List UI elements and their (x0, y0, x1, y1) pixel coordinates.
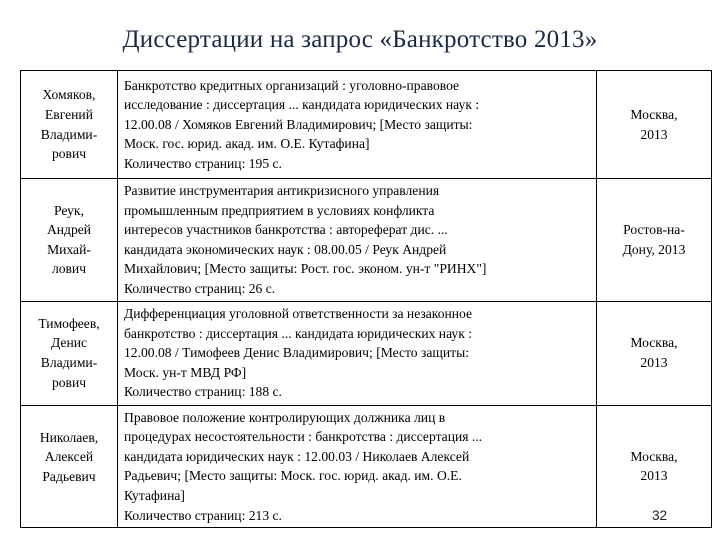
description-line: промышленным предприятием в условиях конфликта (124, 202, 435, 218)
description-line: исследование : диссертация ... кандидата юридических наук : (124, 97, 480, 113)
author-line: рович (51, 374, 87, 390)
author-line: Реук, (54, 202, 84, 218)
place-line: Москва, (630, 106, 678, 122)
author-line: Евгений (45, 106, 93, 122)
place-cell (597, 179, 712, 302)
author-cell (21, 301, 118, 405)
description-line: Радьевич; [Место защиты: Моск. гос. юрид. акад. им. О.Е. (124, 468, 462, 484)
table-row (21, 301, 712, 405)
author-line: лович (51, 261, 87, 277)
author-line: Владими- (40, 355, 98, 371)
table-row (21, 405, 712, 528)
description-line: интересов участников банкротства : автореферат дис. ... (124, 222, 448, 238)
description-line: кандидата юридических наук : 12.00.03 / Николаев Алексей (124, 448, 470, 464)
page-title: Диссертации на запрос «Банкротство 2013» (122, 26, 598, 53)
author-cell (21, 405, 118, 528)
description-line: 12.00.08 / Тимофеев Денис Владимирович; [Место защиты: (124, 345, 469, 361)
description-line: Количество страниц: 26 с. (124, 280, 276, 296)
table-row (21, 179, 712, 302)
description-line: Правовое положение контролирующих должника лиц в (124, 409, 446, 425)
place-line: Москва, (630, 335, 678, 351)
description-line: процедурах несостоятельности : банкротства : диссертация ... (124, 429, 483, 445)
place-line: Ростов-на- (623, 222, 685, 238)
description-line: банкротство : диссертация ... кандидата юридических наук : (124, 325, 472, 341)
description-cell (118, 301, 597, 405)
description-line: Моск. гос. юрид. акад. им. О.Е. Кутафина] (124, 136, 370, 152)
author-line: Тимофеев, (38, 315, 100, 331)
description-line: Развитие инструментария антикризисного управления (124, 183, 440, 198)
author-line: Денис (50, 335, 88, 351)
description-line: Дифференциация уголовной ответственности за незаконное (124, 306, 473, 322)
description-line: Михайлович; [Место защиты: Рост. гос. эконом. ун-т "РИНХ"] (124, 261, 487, 277)
page-number: 32 (652, 508, 668, 523)
place-line: Москва, (630, 448, 678, 464)
author-line: рович (51, 146, 87, 162)
description-line: Количество страниц: 195 с. (124, 155, 282, 171)
description-line: Банкротство кредитных организаций : уголовно-правовое (124, 77, 460, 93)
author-line: Хомяков, (42, 87, 96, 103)
place-line: 2013 (640, 468, 668, 484)
author-line: Андрей (46, 222, 92, 238)
place-cell (597, 301, 712, 405)
place-line: Дону, 2013 (622, 241, 686, 257)
author-cell (21, 71, 118, 179)
author-line: Владими- (40, 126, 98, 142)
author-line: Радьевич (42, 468, 96, 484)
description-line: Кутафина] (124, 487, 185, 503)
description-cell (118, 71, 597, 179)
author-line: Алексей (44, 449, 94, 465)
description-cell (118, 179, 597, 302)
description-cell (118, 405, 597, 528)
description-line: Количество страниц: 188 с. (124, 384, 282, 400)
description-line: 12.00.08 / Хомяков Евгений Владимирович; [Место защиты: (124, 116, 473, 132)
description-line: кандидата экономических наук : 08.00.05 / Реук Андрей (124, 241, 447, 257)
place-line: 2013 (640, 355, 668, 371)
table-row (21, 71, 712, 179)
author-line: Николаев, (39, 429, 99, 445)
description-line: Количество страниц: 213 с. (124, 507, 282, 523)
dissertations-table (20, 70, 712, 528)
place-cell (597, 71, 712, 179)
author-line: Михай- (47, 241, 91, 257)
author-cell (21, 179, 118, 302)
description-line: Моск. ун-т МВД РФ] (124, 364, 247, 380)
place-line: 2013 (640, 126, 668, 142)
